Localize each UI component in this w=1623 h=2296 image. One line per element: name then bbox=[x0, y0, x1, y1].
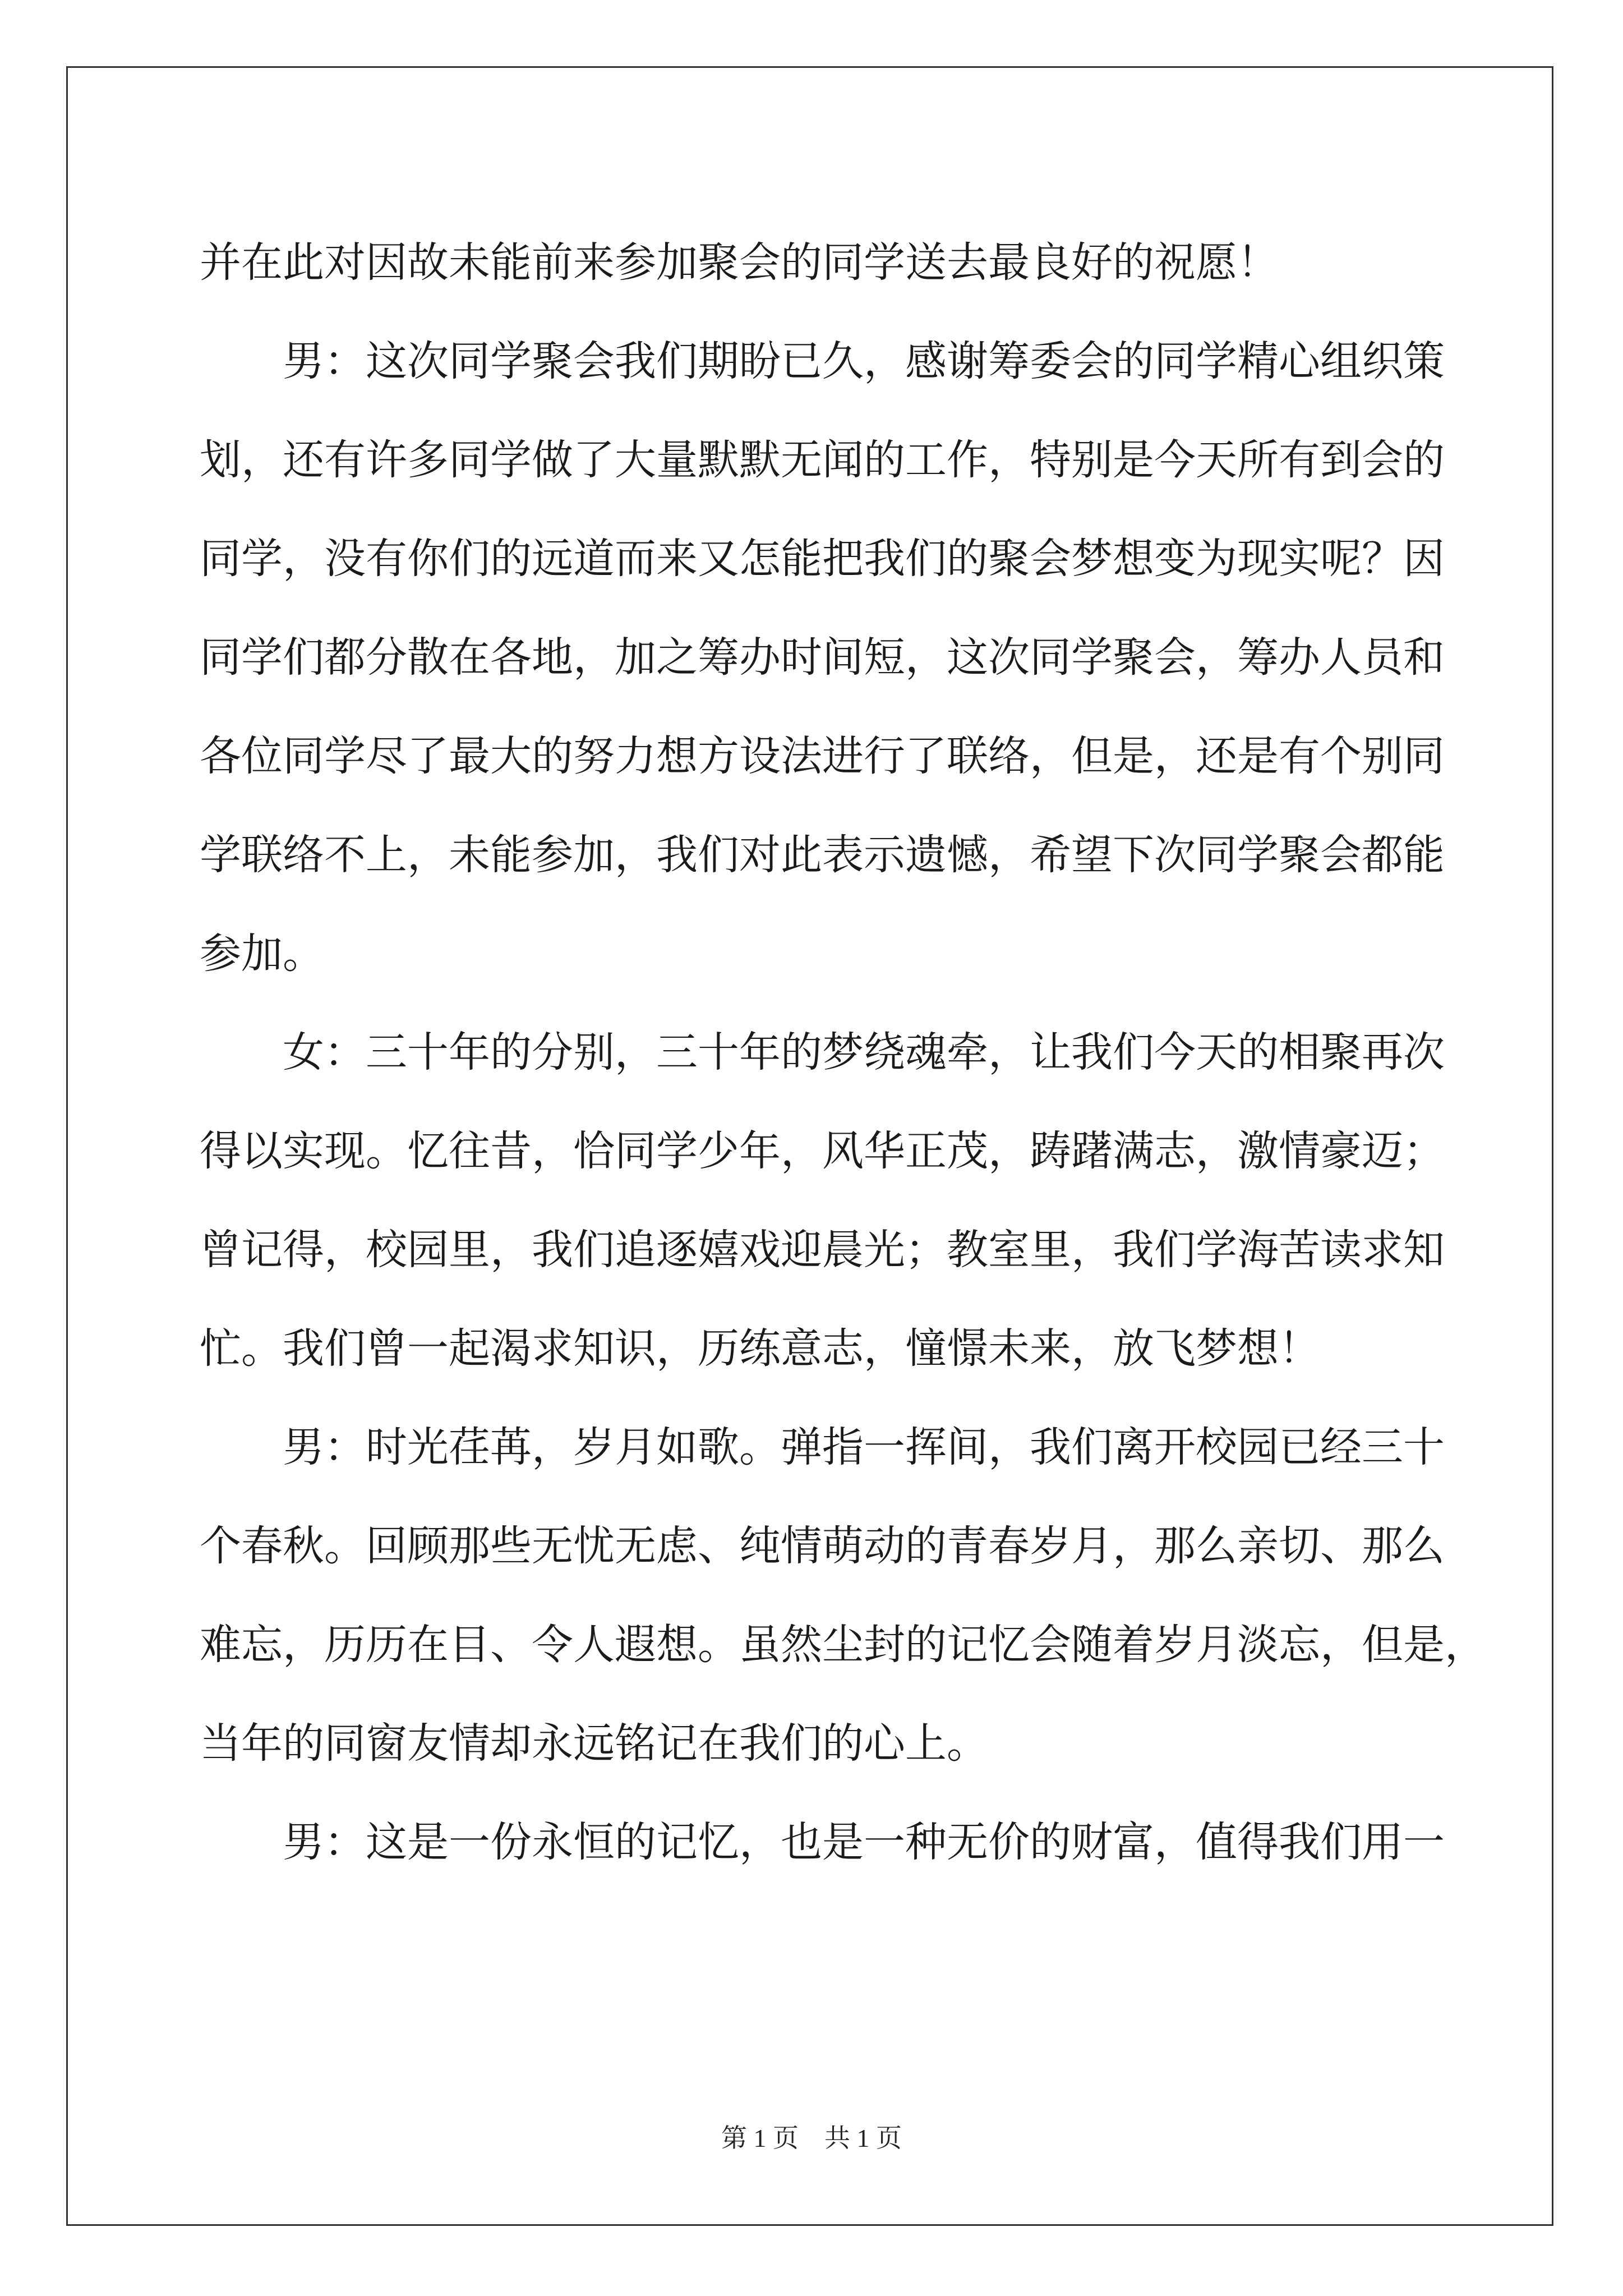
text-line: 男：时光荏苒，岁月如歌。弹指一挥间，我们离开校园已经三十 bbox=[283, 1423, 1445, 1471]
page-number: 第 1 页 共 1 页 bbox=[721, 2124, 902, 2152]
text-line: 男：这是一份永恒的记忆，也是一种无价的财富，值得我们用一 bbox=[283, 1818, 1445, 1866]
text-line: 当年的同窗友情却永远铭记在我们的心上。 bbox=[200, 1719, 988, 1768]
text-line: 女：三十年的分别，三十年的梦绕魂牵，让我们今天的相聚再次 bbox=[283, 1028, 1445, 1076]
text-line: 并在此对因故未能前来参加聚会的同学送去最良好的祝愿！ bbox=[200, 238, 1279, 287]
text-line: 难忘，历历在目、令人遐想。虽然尘封的记忆会随着岁月淡忘，但是， bbox=[200, 1621, 1486, 1669]
text-line: 男：这次同学聚会我们期盼已久，感谢筹委会的同学精心组织策 bbox=[283, 337, 1445, 385]
document-body bbox=[200, 213, 1486, 1892]
text-line: 同学，没有你们的远道而来又怎能把我们的聚会梦想变为现实呢？因 bbox=[200, 535, 1445, 583]
text-line: 曾记得，校园里，我们追逐嬉戏迎晨光；教室里，我们学海苦读求知 bbox=[200, 1226, 1445, 1274]
text-line: 各位同学尽了最大的努力想方设法进行了联络，但是，还是有个别同 bbox=[200, 732, 1445, 780]
text-line: 同学们都分散在各地，加之筹办时间短，这次同学聚会，筹办人员和 bbox=[200, 633, 1445, 682]
text-line: 个春秋。回顾那些无忧无虑、纯情萌动的青春岁月，那么亲切、那么 bbox=[200, 1522, 1445, 1570]
text-line: 忙。我们曾一起渴求知识，历练意志，憧憬未来，放飞梦想！ bbox=[200, 1324, 1320, 1373]
text-line: 得以实现。忆往昔，恰同学少年，风华正茂，踌躇满志，激情豪迈； bbox=[200, 1127, 1445, 1175]
text-line: 参加。 bbox=[200, 930, 324, 978]
text-line: 划，还有许多同学做了大量默默无闻的工作，特别是今天所有到会的 bbox=[200, 436, 1445, 484]
text-line: 学联络不上，未能参加，我们对此表示遗憾，希望下次同学聚会都能 bbox=[200, 831, 1445, 879]
